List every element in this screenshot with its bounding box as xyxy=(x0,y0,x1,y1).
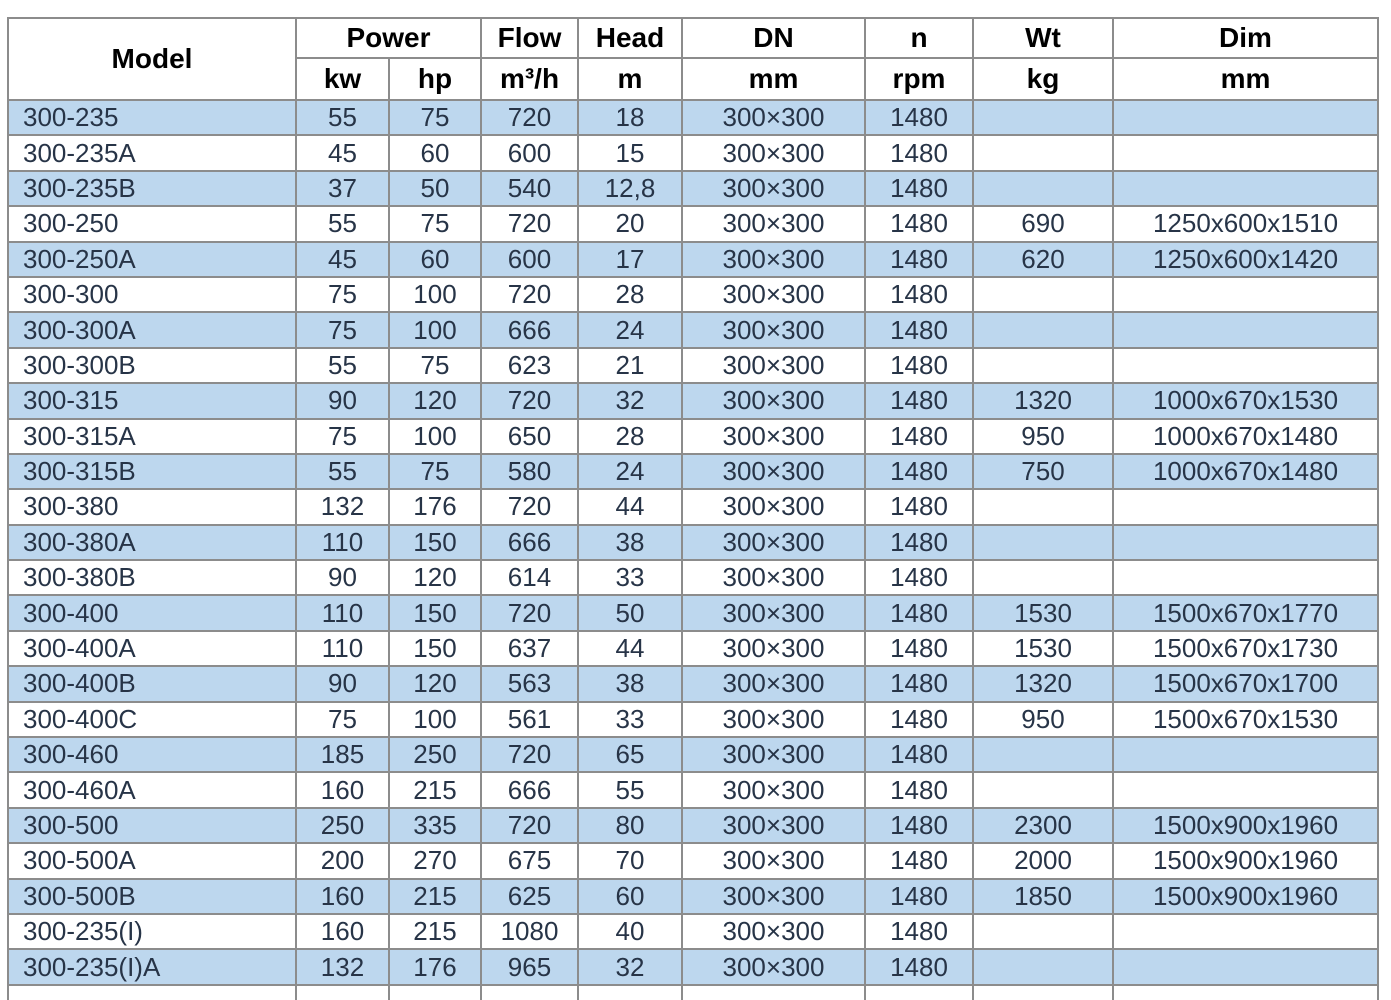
cell-model: 300-315B xyxy=(8,454,296,489)
cell-power-hp: 335 xyxy=(389,808,481,843)
column-header-n: n xyxy=(865,18,973,58)
cell-power-hp: 120 xyxy=(389,666,481,701)
cell-model: 300-500B xyxy=(8,879,296,914)
cell-head: 38 xyxy=(578,666,682,701)
cell-n-rpm: 1480 xyxy=(865,879,973,914)
cell-dim xyxy=(1113,914,1378,949)
cell-power-hp: 176 xyxy=(389,489,481,524)
cell-flow: 650 xyxy=(481,419,578,454)
cell-power-kw: 45 xyxy=(296,135,389,170)
cell-flow: 561 xyxy=(481,702,578,737)
cell-dn: 300×300 xyxy=(682,242,865,277)
cell-power-kw: 90 xyxy=(296,383,389,418)
cell-model: 300-235B xyxy=(8,171,296,206)
table-row xyxy=(8,843,1378,878)
table-row xyxy=(8,489,1378,524)
cell-flow: 600 xyxy=(481,135,578,170)
cell-dim xyxy=(1113,772,1378,807)
cell-power-kw: 75 xyxy=(296,312,389,347)
cell-n-rpm xyxy=(865,985,973,1000)
cell-n-rpm: 1480 xyxy=(865,312,973,347)
cell-flow: 666 xyxy=(481,772,578,807)
unit-header-flow: m³/h xyxy=(481,58,578,100)
cell-model: 300-300 xyxy=(8,277,296,312)
cell-wt xyxy=(973,312,1113,347)
table-row xyxy=(8,879,1378,914)
cell-model: 300-250 xyxy=(8,206,296,241)
unit-header-dn: mm xyxy=(682,58,865,100)
cell-power-hp: 75 xyxy=(389,348,481,383)
cell-dim xyxy=(1113,489,1378,524)
cell-power-kw: 55 xyxy=(296,206,389,241)
table-header xyxy=(8,18,1378,100)
cell-power-hp: 215 xyxy=(389,879,481,914)
cell-dn: 300×300 xyxy=(682,560,865,595)
cell-head: 60 xyxy=(578,879,682,914)
cell-power-hp: 100 xyxy=(389,312,481,347)
cell-head: 28 xyxy=(578,277,682,312)
cell-power-hp: 75 xyxy=(389,100,481,135)
cell-model: 300-235A xyxy=(8,135,296,170)
cell-power-kw: 110 xyxy=(296,595,389,630)
cell-flow: 720 xyxy=(481,595,578,630)
cell-dim: 1250x600x1420 xyxy=(1113,242,1378,277)
table-body xyxy=(8,100,1378,1000)
table-row xyxy=(8,808,1378,843)
cell-model: 300-460 xyxy=(8,737,296,772)
cell-n-rpm: 1480 xyxy=(865,135,973,170)
cell-flow: 600 xyxy=(481,242,578,277)
cell-head: 28 xyxy=(578,419,682,454)
cell-wt: 1530 xyxy=(973,595,1113,630)
cell-head: 33 xyxy=(578,560,682,595)
cell-head: 44 xyxy=(578,489,682,524)
cell-n-rpm: 1480 xyxy=(865,595,973,630)
cell-model: 300-300B xyxy=(8,348,296,383)
cell-flow: 965 xyxy=(481,949,578,984)
unit-header-kw: kw xyxy=(296,58,389,100)
table-row xyxy=(8,135,1378,170)
cell-n-rpm: 1480 xyxy=(865,171,973,206)
cell-power-hp: 120 xyxy=(389,383,481,418)
cell-power-hp: 150 xyxy=(389,595,481,630)
cell-dn: 300×300 xyxy=(682,171,865,206)
cell-wt xyxy=(973,348,1113,383)
cell-wt xyxy=(973,949,1113,984)
cell-dim xyxy=(1113,135,1378,170)
table-row-partial xyxy=(8,985,1378,1000)
cell-wt: 1320 xyxy=(973,383,1113,418)
cell-power-hp: 75 xyxy=(389,454,481,489)
cell-wt: 1530 xyxy=(973,631,1113,666)
table-row xyxy=(8,100,1378,135)
cell-dn: 300×300 xyxy=(682,772,865,807)
cell-head: 70 xyxy=(578,843,682,878)
cell-wt: 690 xyxy=(973,206,1113,241)
cell-power-hp: 50 xyxy=(389,171,481,206)
cell-dim xyxy=(1113,525,1378,560)
cell-dn: 300×300 xyxy=(682,737,865,772)
cell-flow: 675 xyxy=(481,843,578,878)
cell-dim xyxy=(1113,985,1378,1000)
cell-model: 300-235 xyxy=(8,100,296,135)
cell-flow: 614 xyxy=(481,560,578,595)
cell-n-rpm: 1480 xyxy=(865,419,973,454)
cell-flow: 720 xyxy=(481,100,578,135)
table-row xyxy=(8,560,1378,595)
cell-wt xyxy=(973,135,1113,170)
cell-n-rpm: 1480 xyxy=(865,914,973,949)
cell-flow: 666 xyxy=(481,525,578,560)
unit-header-wt: kg xyxy=(973,58,1113,100)
cell-n-rpm: 1480 xyxy=(865,242,973,277)
cell-head: 17 xyxy=(578,242,682,277)
cell-power-hp: 75 xyxy=(389,206,481,241)
cell-n-rpm: 1480 xyxy=(865,949,973,984)
cell-power-hp: 60 xyxy=(389,242,481,277)
cell-dim xyxy=(1113,277,1378,312)
cell-power-kw: 55 xyxy=(296,100,389,135)
cell-flow: 720 xyxy=(481,737,578,772)
cell-wt xyxy=(973,277,1113,312)
cell-dn: 300×300 xyxy=(682,595,865,630)
cell-head xyxy=(578,985,682,1000)
cell-dim: 1500x900x1960 xyxy=(1113,879,1378,914)
cell-power-kw: 110 xyxy=(296,631,389,666)
cell-dn: 300×300 xyxy=(682,454,865,489)
cell-power-hp: 150 xyxy=(389,525,481,560)
cell-dn: 300×300 xyxy=(682,489,865,524)
cell-wt: 950 xyxy=(973,419,1113,454)
cell-wt xyxy=(973,171,1113,206)
cell-model: 300-400B xyxy=(8,666,296,701)
table-row xyxy=(8,277,1378,312)
cell-dn: 300×300 xyxy=(682,631,865,666)
cell-dim xyxy=(1113,348,1378,383)
cell-head: 50 xyxy=(578,595,682,630)
cell-power-kw: 75 xyxy=(296,419,389,454)
cell-dn xyxy=(682,985,865,1000)
cell-head: 24 xyxy=(578,312,682,347)
cell-power-hp: 120 xyxy=(389,560,481,595)
cell-model: 300-460A xyxy=(8,772,296,807)
cell-wt xyxy=(973,100,1113,135)
cell-model: 300-380A xyxy=(8,525,296,560)
cell-flow: 625 xyxy=(481,879,578,914)
cell-model xyxy=(8,985,296,1000)
cell-power-kw: 90 xyxy=(296,666,389,701)
cell-power-kw: 75 xyxy=(296,277,389,312)
cell-dim: 1000x670x1480 xyxy=(1113,454,1378,489)
table-row xyxy=(8,595,1378,630)
cell-dn: 300×300 xyxy=(682,312,865,347)
cell-dn: 300×300 xyxy=(682,135,865,170)
column-header-model: Model xyxy=(8,18,296,100)
cell-flow xyxy=(481,985,578,1000)
cell-flow: 720 xyxy=(481,277,578,312)
cell-wt: 620 xyxy=(973,242,1113,277)
cell-model: 300-300A xyxy=(8,312,296,347)
cell-flow: 623 xyxy=(481,348,578,383)
cell-power-hp: 100 xyxy=(389,419,481,454)
cell-dn: 300×300 xyxy=(682,666,865,701)
cell-dn: 300×300 xyxy=(682,525,865,560)
cell-power-hp: 176 xyxy=(389,949,481,984)
table-row xyxy=(8,454,1378,489)
cell-n-rpm: 1480 xyxy=(865,843,973,878)
table-row xyxy=(8,772,1378,807)
cell-dn: 300×300 xyxy=(682,383,865,418)
cell-dn: 300×300 xyxy=(682,949,865,984)
cell-dn: 300×300 xyxy=(682,348,865,383)
cell-n-rpm: 1480 xyxy=(865,737,973,772)
cell-wt xyxy=(973,772,1113,807)
table-row xyxy=(8,702,1378,737)
cell-power-hp: 60 xyxy=(389,135,481,170)
cell-model: 300-380B xyxy=(8,560,296,595)
cell-model: 300-400A xyxy=(8,631,296,666)
cell-head: 33 xyxy=(578,702,682,737)
cell-head: 21 xyxy=(578,348,682,383)
table-row xyxy=(8,525,1378,560)
unit-header-head: m xyxy=(578,58,682,100)
cell-n-rpm: 1480 xyxy=(865,560,973,595)
cell-dim xyxy=(1113,949,1378,984)
table-row xyxy=(8,242,1378,277)
cell-n-rpm: 1480 xyxy=(865,454,973,489)
cell-wt xyxy=(973,737,1113,772)
cell-flow: 720 xyxy=(481,206,578,241)
cell-power-kw: 110 xyxy=(296,525,389,560)
cell-dim: 1500x670x1700 xyxy=(1113,666,1378,701)
cell-model: 300-250A xyxy=(8,242,296,277)
cell-power-hp xyxy=(389,985,481,1000)
cell-wt: 1850 xyxy=(973,879,1113,914)
cell-dn: 300×300 xyxy=(682,879,865,914)
cell-dn: 300×300 xyxy=(682,843,865,878)
cell-dim: 1500x670x1530 xyxy=(1113,702,1378,737)
cell-power-hp: 100 xyxy=(389,277,481,312)
cell-dn: 300×300 xyxy=(682,419,865,454)
cell-power-hp: 250 xyxy=(389,737,481,772)
cell-head: 44 xyxy=(578,631,682,666)
cell-dn: 300×300 xyxy=(682,206,865,241)
cell-power-hp: 150 xyxy=(389,631,481,666)
cell-flow: 720 xyxy=(481,383,578,418)
column-header-power: Power xyxy=(296,18,481,58)
cell-power-kw: 75 xyxy=(296,702,389,737)
cell-head: 32 xyxy=(578,383,682,418)
cell-wt xyxy=(973,525,1113,560)
cell-model: 300-400 xyxy=(8,595,296,630)
table-row xyxy=(8,206,1378,241)
cell-dim: 1500x900x1960 xyxy=(1113,808,1378,843)
cell-model: 300-400C xyxy=(8,702,296,737)
cell-n-rpm: 1480 xyxy=(865,525,973,560)
cell-power-kw: 160 xyxy=(296,879,389,914)
cell-model: 300-235(I)A xyxy=(8,949,296,984)
cell-n-rpm: 1480 xyxy=(865,666,973,701)
cell-power-kw: 132 xyxy=(296,489,389,524)
table-row xyxy=(8,631,1378,666)
cell-dim: 1500x670x1730 xyxy=(1113,631,1378,666)
cell-power-kw: 55 xyxy=(296,348,389,383)
cell-model: 300-500A xyxy=(8,843,296,878)
cell-dn: 300×300 xyxy=(682,808,865,843)
cell-dim xyxy=(1113,100,1378,135)
table-row xyxy=(8,949,1378,984)
cell-head: 55 xyxy=(578,772,682,807)
cell-dn: 300×300 xyxy=(682,277,865,312)
unit-header-dim: mm xyxy=(1113,58,1378,100)
cell-model: 300-315A xyxy=(8,419,296,454)
pump-spec-table-wrapper xyxy=(7,17,1381,1000)
cell-n-rpm: 1480 xyxy=(865,808,973,843)
cell-flow: 720 xyxy=(481,808,578,843)
cell-dn: 300×300 xyxy=(682,100,865,135)
cell-flow: 1080 xyxy=(481,914,578,949)
cell-dim: 1000x670x1480 xyxy=(1113,419,1378,454)
cell-model: 300-315 xyxy=(8,383,296,418)
cell-dn: 300×300 xyxy=(682,702,865,737)
cell-flow: 540 xyxy=(481,171,578,206)
cell-power-kw: 160 xyxy=(296,914,389,949)
cell-flow: 720 xyxy=(481,489,578,524)
cell-flow: 666 xyxy=(481,312,578,347)
cell-dim xyxy=(1113,312,1378,347)
cell-power-kw: 200 xyxy=(296,843,389,878)
cell-wt: 750 xyxy=(973,454,1113,489)
cell-n-rpm: 1480 xyxy=(865,489,973,524)
cell-power-kw: 90 xyxy=(296,560,389,595)
cell-model: 300-380 xyxy=(8,489,296,524)
column-header-dim: Dim xyxy=(1113,18,1378,58)
cell-n-rpm: 1480 xyxy=(865,348,973,383)
cell-n-rpm: 1480 xyxy=(865,702,973,737)
cell-head: 65 xyxy=(578,737,682,772)
cell-n-rpm: 1480 xyxy=(865,277,973,312)
cell-head: 40 xyxy=(578,914,682,949)
cell-head: 38 xyxy=(578,525,682,560)
cell-power-hp: 215 xyxy=(389,914,481,949)
cell-flow: 580 xyxy=(481,454,578,489)
column-header-dn: DN xyxy=(682,18,865,58)
table-row xyxy=(8,348,1378,383)
cell-wt: 1320 xyxy=(973,666,1113,701)
table-row xyxy=(8,383,1378,418)
cell-dim: 1250x600x1510 xyxy=(1113,206,1378,241)
cell-wt xyxy=(973,560,1113,595)
cell-flow: 637 xyxy=(481,631,578,666)
column-header-wt: Wt xyxy=(973,18,1113,58)
cell-dim: 1500x900x1960 xyxy=(1113,843,1378,878)
pump-spec-table xyxy=(7,17,1379,1000)
cell-flow: 563 xyxy=(481,666,578,701)
cell-wt: 2300 xyxy=(973,808,1113,843)
cell-power-kw xyxy=(296,985,389,1000)
table-row xyxy=(8,666,1378,701)
cell-n-rpm: 1480 xyxy=(865,383,973,418)
cell-wt: 950 xyxy=(973,702,1113,737)
cell-wt xyxy=(973,985,1113,1000)
cell-power-kw: 37 xyxy=(296,171,389,206)
cell-power-hp: 100 xyxy=(389,702,481,737)
cell-dim: 1000x670x1530 xyxy=(1113,383,1378,418)
cell-power-hp: 215 xyxy=(389,772,481,807)
cell-model: 300-235(I) xyxy=(8,914,296,949)
unit-header-n: rpm xyxy=(865,58,973,100)
cell-n-rpm: 1480 xyxy=(865,100,973,135)
table-row xyxy=(8,171,1378,206)
cell-dim xyxy=(1113,737,1378,772)
cell-n-rpm: 1480 xyxy=(865,631,973,666)
table-row xyxy=(8,737,1378,772)
cell-n-rpm: 1480 xyxy=(865,206,973,241)
cell-power-kw: 185 xyxy=(296,737,389,772)
cell-model: 300-500 xyxy=(8,808,296,843)
cell-wt xyxy=(973,489,1113,524)
unit-header-hp: hp xyxy=(389,58,481,100)
cell-dn: 300×300 xyxy=(682,914,865,949)
cell-head: 24 xyxy=(578,454,682,489)
cell-dim xyxy=(1113,560,1378,595)
cell-head: 18 xyxy=(578,100,682,135)
cell-wt: 2000 xyxy=(973,843,1113,878)
cell-head: 15 xyxy=(578,135,682,170)
cell-head: 20 xyxy=(578,206,682,241)
cell-dim xyxy=(1113,171,1378,206)
cell-power-kw: 250 xyxy=(296,808,389,843)
cell-power-kw: 45 xyxy=(296,242,389,277)
column-header-head: Head xyxy=(578,18,682,58)
table-row xyxy=(8,419,1378,454)
cell-head: 32 xyxy=(578,949,682,984)
column-header-flow: Flow xyxy=(481,18,578,58)
cell-dim: 1500x670x1770 xyxy=(1113,595,1378,630)
cell-head: 80 xyxy=(578,808,682,843)
cell-power-kw: 160 xyxy=(296,772,389,807)
table-row xyxy=(8,312,1378,347)
cell-wt xyxy=(973,914,1113,949)
cell-power-hp: 270 xyxy=(389,843,481,878)
table-row xyxy=(8,914,1378,949)
cell-power-kw: 55 xyxy=(296,454,389,489)
cell-power-kw: 132 xyxy=(296,949,389,984)
cell-n-rpm: 1480 xyxy=(865,772,973,807)
cell-head: 12,8 xyxy=(578,171,682,206)
